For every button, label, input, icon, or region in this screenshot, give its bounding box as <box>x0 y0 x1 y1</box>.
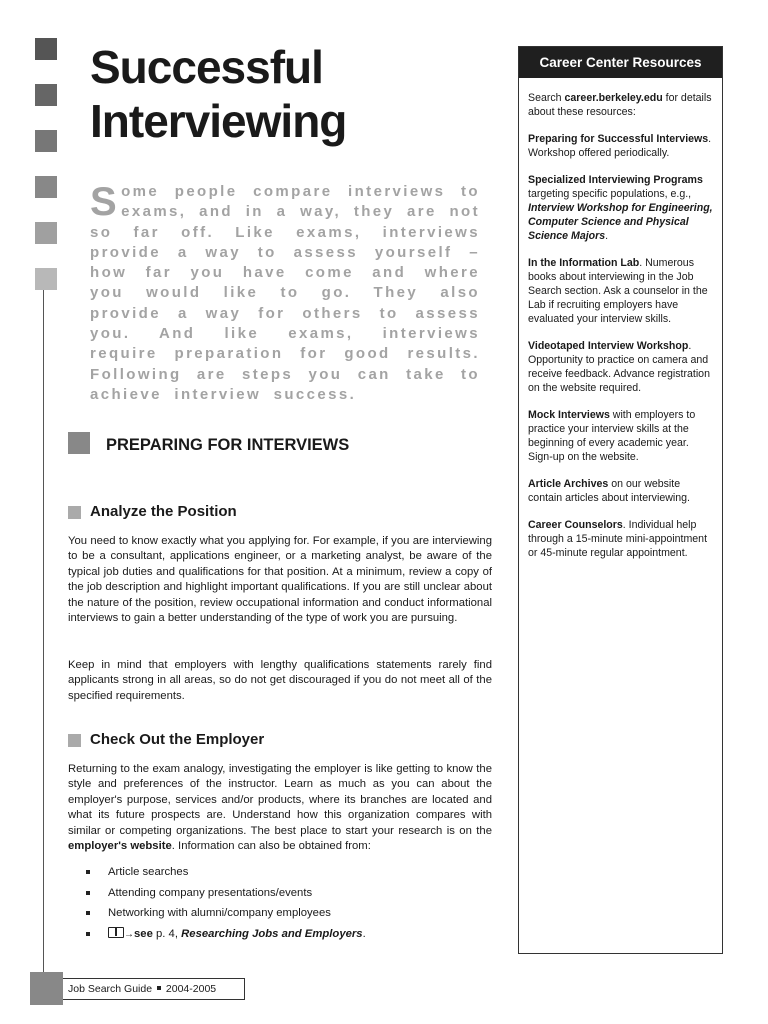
drop-cap: S <box>90 180 120 224</box>
employer-text-end: . Information can also be obtained from: <box>171 840 371 853</box>
resource-title: Videotaped Interview Workshop <box>528 340 689 352</box>
resource-item <box>528 173 714 243</box>
resource-text: . Workshop offered periodically. <box>528 133 712 159</box>
subheading-analyze: Analyze the Position <box>90 503 237 520</box>
resource-list <box>68 862 488 944</box>
employer-paragraph <box>68 762 492 854</box>
list-item-text: Article searches <box>108 866 189 878</box>
sidebar-body <box>519 78 722 560</box>
subheading-employer: Check Out the Employer <box>90 731 265 748</box>
resource-title: Article Archives <box>528 478 609 490</box>
footer-square <box>30 972 63 1005</box>
resource-text: . Opportunity to practice on camera and receive feedback. Advance registration on the website required. <box>528 340 710 394</box>
list-item <box>68 883 488 904</box>
intro-text: ome people compare interviews to exams, and in a way, they are not so far off. Like exams, interviews provide a way to assess yourself – how far you have come and where you would like to go. They also provide a way for others to assess you. And like exams, interviews require preparation for good results. Following are steps you can take to achieve interview success. <box>90 183 480 403</box>
employer-text: Returning to the exam analogy, investigating the employer is like getting to know the style and preferences of the instructor. Learn as much as you can about the employer's purpose, services and/or products, where its branches are located and what its future prospects are. Understand how this organization compares with similar or competing organizations. The best place to start your research is on the <box>68 763 492 837</box>
resource-item <box>528 132 714 160</box>
title-line-2: Interviewing <box>90 95 347 147</box>
sidebar-intro-post: for details about these resources: <box>528 92 712 118</box>
resource-item <box>528 256 714 326</box>
see-end: . <box>362 927 366 940</box>
list-item-text: Networking with alumni/company employees <box>108 907 331 919</box>
section-heading: PREPARING FOR INTERVIEWS <box>106 436 350 454</box>
decor-square-1 <box>35 38 57 60</box>
intro-paragraph <box>90 182 480 405</box>
analyze-paragraph-2: Keep in mind that employers with lengthy qualifications statements rarely find applicants strong in all areas, so do not get discouraged if you do not meet all of the specified requirements. <box>68 659 492 702</box>
resource-text: . Numerous books about interviewing in the Job Search section. Ask a counselor in the Lab if recruiting employers have evaluated your interview skills. <box>528 257 708 325</box>
footer-years: 2004-2005 <box>165 983 217 995</box>
sidebar-intro-pre: Search <box>528 92 565 104</box>
list-item <box>68 862 488 883</box>
list-item <box>68 903 488 924</box>
resource-item <box>528 408 714 464</box>
decor-square-5 <box>35 222 57 244</box>
resource-text: targeting specific populations, e.g., <box>528 188 692 200</box>
resources-sidebar <box>518 46 723 954</box>
page-title <box>90 40 346 148</box>
title-line-1: Successful <box>90 41 323 93</box>
employer-website-link: employer's website <box>68 840 172 853</box>
list-item-text: Attending company presentations/events <box>108 886 313 899</box>
resource-title: Career Counselors <box>528 519 623 531</box>
resource-emphasis: Interview Workshop for Engineering, Computer Science and Physical Science Majors <box>528 202 713 242</box>
decor-square-4 <box>35 176 57 198</box>
book-arrow-icon <box>108 927 124 938</box>
site-link: career.berkeley.edu <box>564 92 663 104</box>
analyze-paragraph-1: You need to know exactly what you applying for. For example, if you are interviewing to be a consultant, applications engineer, or a marketing analyst, be aware of the typical job duties and qualifications for that position. At a minimum, review a copy of the job description and highlight important qualifications. If you are still unclear about the nature of the position, review occupational information and conduct informational interviews to gain a better understanding of the type of work you are pursuing. <box>68 535 492 625</box>
subheading-square <box>68 734 81 747</box>
list-item: →see p. 4, Researching Jobs and Employers. <box>68 924 488 945</box>
decor-square-6 <box>35 268 57 290</box>
footer-separator <box>157 986 161 990</box>
section-heading-square <box>68 432 90 454</box>
decor-square-2 <box>35 84 57 106</box>
sidebar-heading: Career Center Resources <box>519 47 722 78</box>
resource-title: Preparing for Successful Interviews <box>528 133 709 145</box>
decor-square-3 <box>35 130 57 152</box>
resource-text: . Individual help through a 15-minute mini-appointment or 45-minute regular appointment. <box>528 519 708 559</box>
resource-item <box>528 518 714 560</box>
resource-text: with employers to practice your interview skills at the beginning of every academic year. Sign-up on the website. <box>528 409 696 463</box>
see-reference: Researching Jobs and Employers <box>181 927 363 940</box>
resource-item <box>528 339 714 395</box>
sidebar-intro <box>528 91 714 119</box>
see-text: p. 4, <box>152 927 182 940</box>
resource-text: on our website contain articles about interviewing. <box>528 478 690 504</box>
margin-rule <box>43 290 44 980</box>
see-label: see <box>134 927 153 940</box>
subheading-square <box>68 506 81 519</box>
footer <box>63 978 245 1000</box>
resource-title: Specialized Interviewing Programs <box>528 174 703 186</box>
footer-guide: Job Search Guide <box>68 983 153 995</box>
resource-title: In the Information Lab <box>528 257 640 269</box>
resource-item <box>528 477 714 505</box>
resource-end: . <box>605 230 609 242</box>
resource-title: Mock Interviews <box>528 409 610 421</box>
